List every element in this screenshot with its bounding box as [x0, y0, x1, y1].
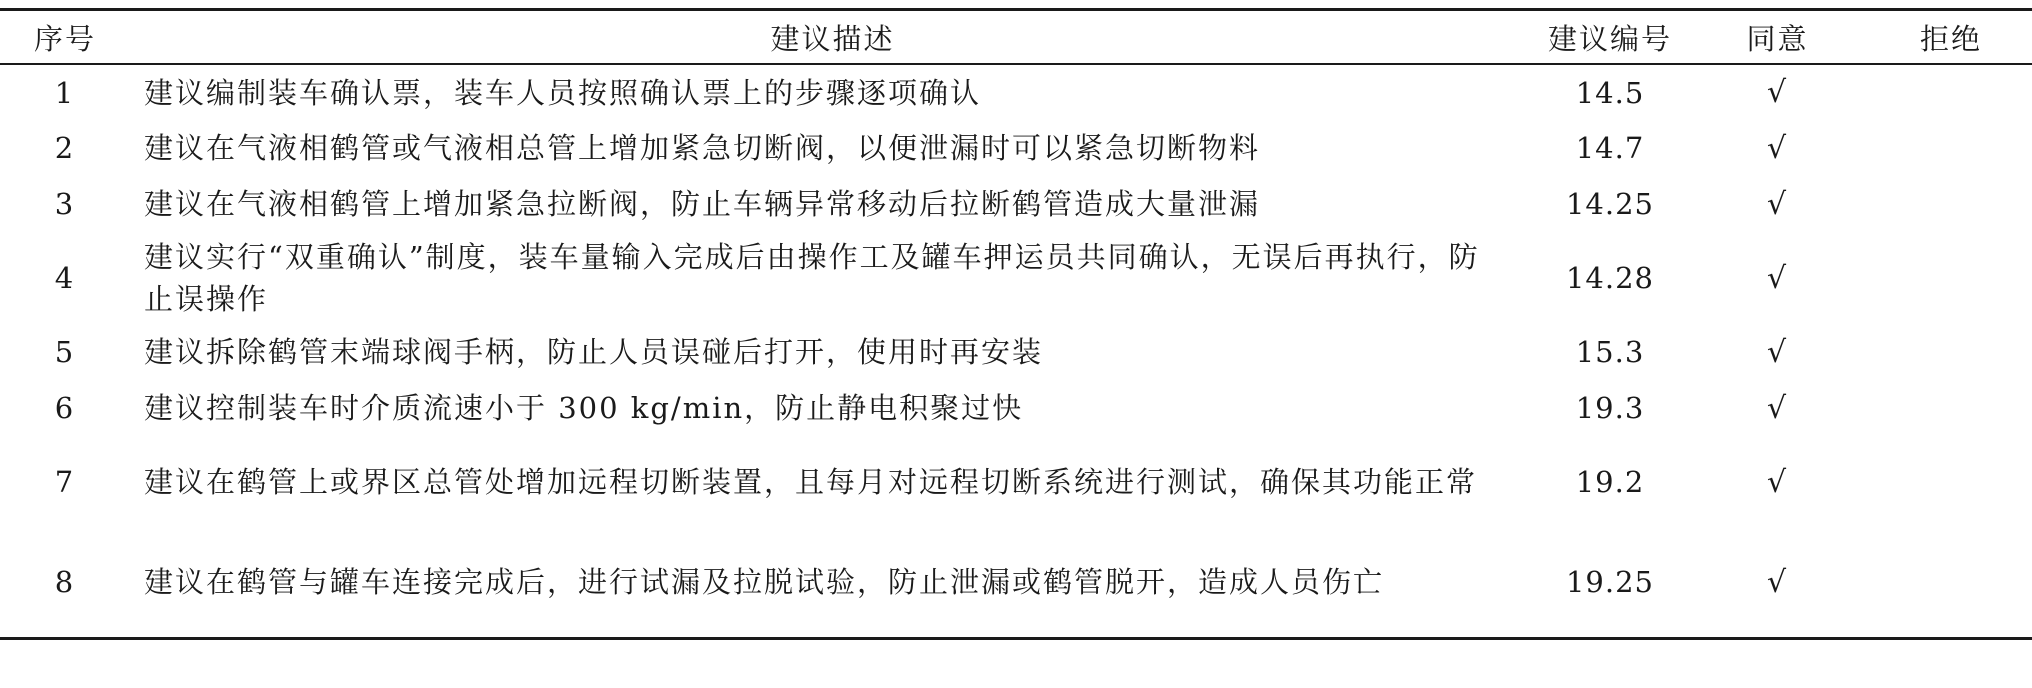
row-no: 8 — [54, 565, 76, 600]
row-agree-check: √ — [1766, 564, 1789, 600]
row-agree-check: √ — [1766, 334, 1789, 370]
row-no: 3 — [54, 187, 76, 221]
row-desc: 建议在鹤管与罐车连接完成后，进行试漏及拉脱试验，防止泄漏或鹤管脱开，造成人员伤亡 — [144, 565, 1385, 600]
row-agree-check: √ — [1766, 75, 1789, 110]
header-desc: 建议描述 — [770, 21, 895, 56]
header-no: 序号 — [33, 21, 96, 56]
row-desc: 建议拆除鹤管末端球阀手柄，防止人员误碰后打开，使用时再安装 — [144, 335, 1044, 369]
header-agree: 同意 — [1746, 21, 1809, 56]
row-reject — [1850, 232, 2032, 324]
header-reject: 拒绝 — [1919, 21, 1982, 56]
row-desc: 建议编制装车确认票，装车人员按照确认票上的步骤逐项确认 — [144, 75, 982, 110]
row-agree-check: √ — [1766, 130, 1789, 166]
table-body — [0, 64, 2032, 638]
row-desc: 建议控制装车时介质流速小于 300 kg/min，防止静电积聚过快 — [144, 391, 1024, 425]
recommendation-table-container — [0, 8, 2032, 640]
row-agree-check: √ — [1766, 464, 1789, 500]
table-row — [0, 120, 2032, 176]
row-code: 14.5 — [1575, 75, 1645, 110]
row-agree-check: √ — [1766, 260, 1789, 296]
row-reject — [1850, 120, 2032, 176]
row-reject — [1850, 528, 2032, 638]
row-reject — [1850, 436, 2032, 528]
table-row — [0, 176, 2032, 232]
row-code: 19.25 — [1565, 565, 1655, 600]
row-agree-check: √ — [1766, 390, 1789, 426]
row-no: 6 — [54, 391, 76, 425]
row-desc: 建议在气液相鹤管或气液相总管上增加紧急切断阀，以便泄漏时可以紧急切断物料 — [144, 131, 1261, 165]
row-no: 7 — [54, 465, 76, 499]
row-desc: 建议在气液相鹤管上增加紧急拉断阀，防止车辆异常移动后拉断鹤管造成大量泄漏 — [144, 187, 1261, 221]
row-no: 5 — [54, 335, 76, 369]
row-reject — [1850, 64, 2032, 120]
row-code: 14.25 — [1565, 187, 1655, 221]
row-no: 2 — [54, 131, 76, 165]
row-code: 15.3 — [1575, 335, 1645, 369]
row-reject — [1850, 176, 2032, 232]
row-no: 4 — [54, 261, 76, 295]
recommendation-table — [0, 8, 2032, 640]
row-reject — [1850, 324, 2032, 380]
table-row — [0, 64, 2032, 120]
row-code: 19.3 — [1575, 391, 1645, 425]
table-row — [0, 436, 2032, 528]
row-no: 1 — [54, 75, 76, 110]
table-header — [0, 10, 2032, 65]
table-row — [0, 528, 2032, 638]
row-desc: 建议在鹤管上或界区总管处增加远程切断装置，且每月对远程切断系统进行测试，确保其功能正常 — [144, 465, 1478, 499]
row-code: 14.28 — [1565, 261, 1655, 295]
row-code: 19.2 — [1575, 465, 1645, 499]
row-desc: 建议实行“双重确认”制度，装车量输入完成后由操作工及罐车押运员共同确认，无误后再执行，防止误操作 — [144, 240, 1480, 316]
row-agree-check: √ — [1766, 186, 1789, 222]
header-row — [0, 10, 2032, 65]
header-code: 建议编号 — [1547, 21, 1672, 56]
table-row — [0, 380, 2032, 436]
row-code: 14.7 — [1575, 131, 1645, 165]
table-row — [0, 232, 2032, 324]
row-reject — [1850, 380, 2032, 436]
table-row — [0, 324, 2032, 380]
